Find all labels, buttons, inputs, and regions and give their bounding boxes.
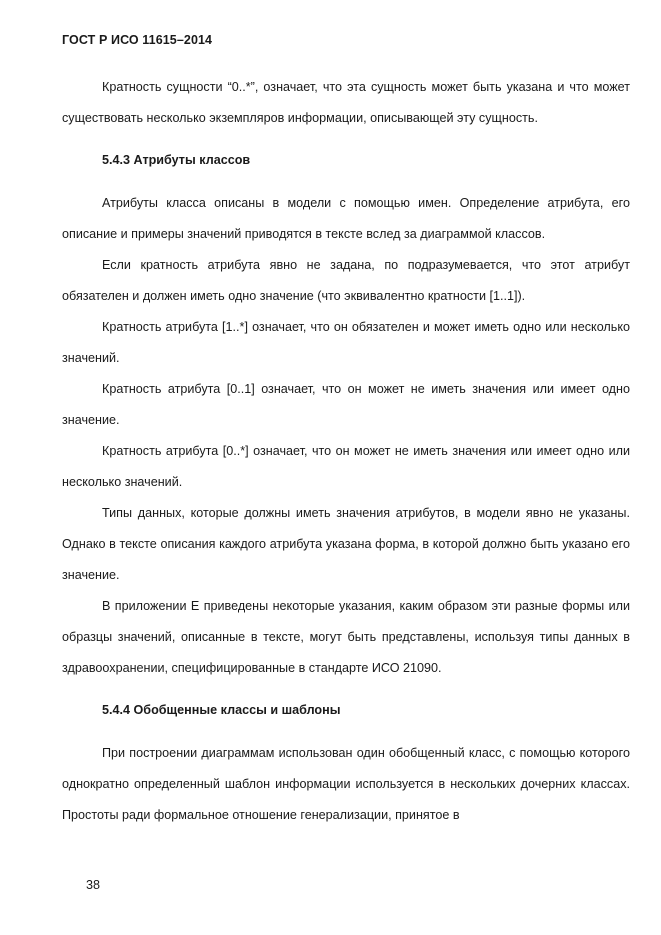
document-body	[62, 72, 630, 831]
section-heading-5-4-3: 5.4.3 Атрибуты классов	[102, 153, 251, 167]
paragraph: В приложении Е приведены некоторые указания, каким образом эти разные формы или образцы значений, описанные в тексте, могут быть представлены, используя типы данных в здравоохранении, специфицированные в стандарте ИСО 21090.	[62, 599, 630, 675]
paragraph: Кратность атрибута [1..*] означает, что он обязателен и может иметь одно или несколько значений.	[62, 320, 630, 365]
paragraph: Кратность атрибута [0..1] означает, что он может не иметь значения или имеет одно значение.	[62, 382, 630, 427]
section-heading-5-4-4: 5.4.4 Обобщенные классы и шаблоны	[102, 703, 341, 717]
intro-paragraph: Кратность сущности “0..*”, означает, что эта сущность может быть указана и что может существовать несколько экземпляров информации, описывающей эту сущность.	[62, 80, 630, 125]
paragraph: Типы данных, которые должны иметь значения атрибутов, в модели явно не указаны. Однако в тексте описания каждого атрибута указана форма, в которой должно быть указано его значение.	[62, 506, 630, 582]
page-number: 38	[86, 878, 101, 892]
paragraph: При построении диаграммам использован один обобщенный класс, с помощью которого однократно определенный шаблон информации используется в нескольких дочерних классах. Простоты ради формальное отношение генерализации, принятое в	[62, 746, 630, 822]
document-header: ГОСТ Р ИСО 11615–2014	[62, 33, 213, 47]
paragraph: Если кратность атрибута явно не задана, по подразумевается, что этот атрибут обязателен и должен иметь одно значение (что эквивалентно кратности [1..1]).	[62, 258, 630, 303]
paragraph: Атрибуты класса описаны в модели с помощью имен. Определение атрибута, его описание и примеры значений приводятся в тексте вслед за диаграммой классов.	[62, 196, 630, 241]
paragraph: Кратность атрибута [0..*] означает, что он может не иметь значения или имеет одно или несколько значений.	[62, 444, 630, 489]
